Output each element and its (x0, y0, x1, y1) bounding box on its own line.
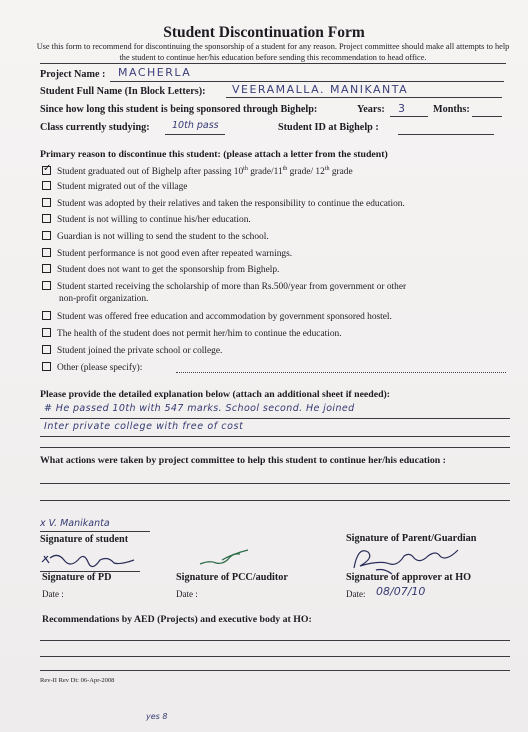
reasons-heading: Primary reason to discontinue this student: (please attach a letter from the student) (40, 149, 388, 160)
pcc-signature-scribble (196, 548, 266, 570)
option-no-sponsorship[interactable] (42, 264, 279, 277)
option-no-sponsorship-text: Student does not want to get the sponsorship from Bighelp. (57, 265, 280, 275)
option-performance-text: Student performance is not good even after repeated warnings. (57, 249, 293, 259)
option-guardian-text: Guardian is not willing to send the student to the school. (57, 232, 269, 242)
actions-rule-2 (40, 500, 510, 501)
explanation-line-2[interactable]: Inter private college with free of cost (44, 421, 244, 432)
approver-signature-label: Signature of approver at HO (346, 572, 472, 583)
explanation-heading: Please provide the detailed explanation below (attach an additional sheet if needed): (40, 389, 391, 400)
project-name-label: Project Name : (40, 69, 106, 80)
option-health[interactable] (42, 328, 342, 341)
explanation-rule-1 (40, 418, 510, 419)
student-id-label: Student ID at Bighelp : (278, 122, 379, 133)
checkbox-migrated[interactable] (42, 181, 51, 190)
check-mark-icon: ✓ (43, 163, 52, 175)
option-hostel[interactable] (42, 311, 392, 324)
sup-2: th (282, 166, 288, 172)
approver-date-value[interactable]: 08/07/10 (376, 585, 426, 598)
pd-signature-label: Signature of PD (42, 572, 112, 583)
pd-date-label: Date : (42, 589, 64, 599)
approver-date-label: Date: (346, 589, 366, 599)
explanation-rule-2 (40, 436, 510, 437)
recommend-rule-1 (40, 640, 510, 641)
explanation-line-1[interactable]: # He passed 10th with 547 marks. School second. He joined (44, 403, 355, 414)
checkbox-hostel[interactable] (42, 311, 51, 320)
pcc-signature-label: Signature of PCC/auditor (176, 572, 288, 583)
option-graduated-text-d: grade (329, 167, 353, 178)
months-label: Months: (433, 104, 470, 115)
option-graduated-text: Student graduated out of Bighelp after passing 10 (57, 167, 244, 178)
pd-signature-scribble (40, 548, 140, 572)
sup-3: th (324, 166, 330, 172)
months-line (472, 116, 502, 117)
explanation-rule-3 (40, 447, 510, 448)
student-name-label: Student Full Name (In Block Letters): (40, 86, 206, 97)
option-scholarship-cont: non-profit organization. (59, 294, 149, 304)
checkbox-graduated[interactable] (42, 163, 52, 175)
checkbox-not-willing[interactable] (42, 214, 51, 223)
student-signature-line (40, 531, 150, 532)
revision-footer: Rev-II Rev Dt: 06-Apr-2008 (40, 677, 115, 684)
project-name-line (110, 81, 504, 82)
sponsored-label: Since how long this student is being sponsored through Bighelp: (40, 104, 318, 115)
recommend-rule-2 (40, 656, 510, 657)
option-other[interactable] (42, 362, 142, 375)
option-guardian[interactable] (42, 231, 269, 244)
student-signature-label: Signature of student (40, 534, 129, 545)
checkbox-guardian[interactable] (42, 231, 51, 240)
pcc-date-label: Date : (176, 589, 198, 599)
years-label: Years: (357, 104, 385, 115)
header-rule (40, 63, 506, 64)
form-intro: Use this form to recommend for discontinuing the sponsorship of a student for any reason. Project committee should make all attempts to help the student to continue her/his education before sending this recommendation to head office. (36, 42, 510, 62)
years-line (390, 116, 428, 117)
handwritten-footer-mark: yes 8 (146, 712, 168, 721)
project-name-value[interactable]: MACHERLA (118, 66, 192, 79)
option-adopted[interactable] (42, 198, 405, 211)
class-line (165, 134, 225, 135)
option-scholarship-text: Student started receiving the scholarship of more than Rs.500/year from government or other (57, 282, 407, 292)
student-name-value[interactable]: VEERAMALLA. MANIKANTA (232, 83, 409, 96)
option-adopted-text: Student was adopted by their relatives and taken the responsibility to continue the education. (57, 199, 405, 209)
student-name-line (226, 97, 502, 98)
option-scholarship[interactable] (42, 281, 406, 294)
checkbox-adopted[interactable] (42, 198, 51, 207)
parent-signature-label: Signature of Parent/Guardian (346, 533, 477, 544)
option-performance[interactable] (42, 248, 292, 261)
option-private-school-text: Student joined the private school or college. (57, 346, 223, 356)
recommend-rule-3 (40, 670, 510, 671)
option-graduated-text-c: grade/ 12 (287, 167, 325, 178)
option-migrated[interactable] (42, 181, 187, 194)
option-health-text: The health of the student does not permit her/him to continue the education. (57, 329, 342, 339)
other-dotted-line (176, 372, 506, 373)
student-id-line (398, 134, 494, 135)
actions-rule-1 (40, 483, 510, 484)
actions-heading: What actions were taken by project committee to help this student to continue her/his education : (40, 455, 446, 466)
recommend-heading: Recommendations by AED (Projects) and executive body at HO: (42, 614, 312, 625)
class-label: Class currently studying: (40, 122, 150, 133)
checkbox-private-school[interactable] (42, 345, 51, 354)
sup-1: th (243, 166, 248, 172)
option-private-school[interactable] (42, 345, 222, 358)
option-graduated-text-b: grade/11 (247, 167, 283, 178)
years-value[interactable]: 3 (398, 102, 407, 115)
option-other-text: Other (please specify): (57, 363, 143, 373)
option-graduated[interactable] (42, 164, 353, 179)
checkbox-health[interactable] (42, 328, 51, 337)
class-value[interactable]: 10th pass (172, 120, 219, 131)
checkbox-other[interactable] (42, 362, 51, 371)
option-hostel-text: Student was offered free education and accommodation by government sponsored hostel. (57, 312, 392, 322)
checkbox-performance[interactable] (42, 248, 51, 257)
option-migrated-text: Student migrated out of the village (57, 182, 188, 192)
option-not-willing-text: Student is not willing to continue his/her education. (57, 215, 251, 225)
option-not-willing[interactable] (42, 214, 251, 227)
checkbox-no-sponsorship[interactable] (42, 264, 51, 273)
checkbox-scholarship[interactable] (42, 281, 51, 290)
student-signature: x V. Manikanta (40, 518, 110, 529)
form-title: Student Discontinuation Form (163, 24, 365, 41)
